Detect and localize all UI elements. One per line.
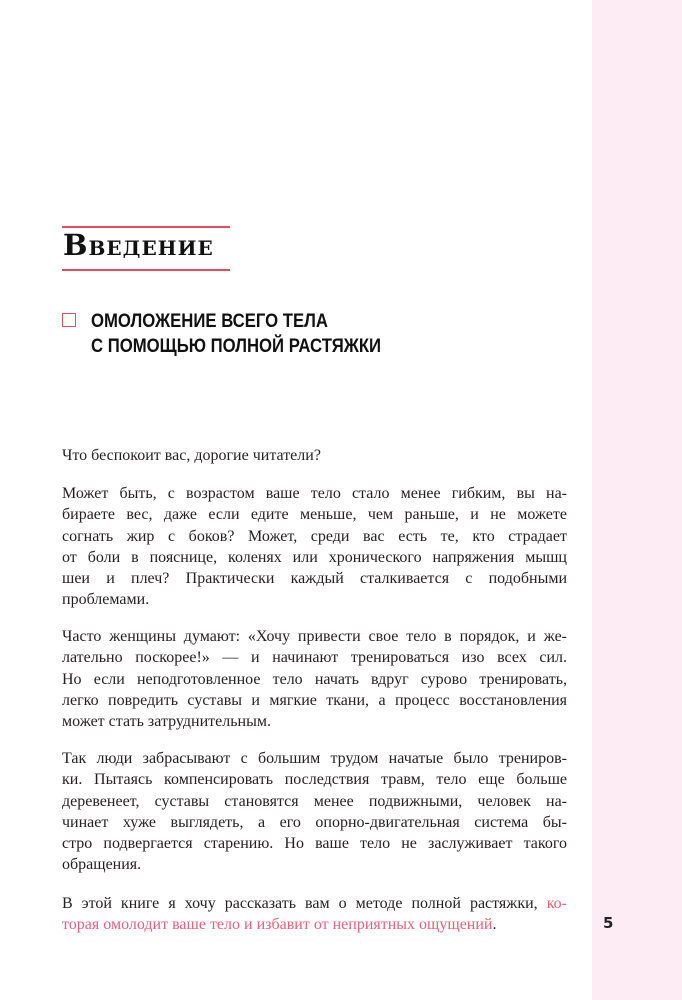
- title-rule-bottom: [62, 269, 230, 271]
- highlighted-text: ко-: [546, 895, 567, 912]
- subtitle-line: ОМОЛОЖЕНИЕ ВСЕГО ТЕЛА: [91, 311, 328, 332]
- text-line: чинает хуже выглядеть, а его опорно-двигательная система бы-: [62, 813, 567, 831]
- paragraph: [62, 748, 567, 876]
- square-bullet-icon: [62, 313, 76, 327]
- text-line: Но если неподготовленное тело начать вдруг сурово тренировать,: [62, 670, 567, 688]
- text-line: .: [492, 916, 497, 934]
- text-line: от боли в пояснице, коленях или хронического напряжения мышц: [62, 548, 567, 566]
- paragraph: [62, 445, 567, 466]
- paragraph: [62, 626, 567, 732]
- page-margin-strip: [592, 0, 682, 1000]
- text-line: Что беспокоит вас, дорогие читатели?: [62, 447, 321, 464]
- text-line: лательно поскорее!» — и начинают тренироваться изо всех сил.: [62, 649, 567, 667]
- page-number: 5: [603, 914, 614, 932]
- highlighted-text: торая омолодит ваше тело и избавит от неприятных ощущений: [62, 916, 493, 934]
- text-line: деревенеет, суставы становятся менее подвижными, человек на-: [62, 792, 567, 810]
- text-line: В этой книге я хочу рассказать вам о методе полной растяжки,: [62, 895, 547, 912]
- subtitle-line: С ПОМОЩЬЮ ПОЛНОЙ РАСТЯЖКИ: [91, 336, 382, 357]
- paragraph-last: [62, 893, 567, 936]
- text-line: проблемами.: [62, 591, 150, 609]
- text-line: стро подвергается старению. Но ваше тело не заслуживает такого: [62, 835, 567, 853]
- text-line: шеи и плеч? Практически каждый сталкивается с подобными: [62, 570, 567, 588]
- text-line: бираете вес, даже если едите меньше, чем раньше, и не можете: [62, 506, 567, 524]
- text-line: Часто женщины думают: «Хочу привести свое тело в порядок, и же-: [62, 628, 567, 645]
- text-line: Может быть, с возрастом ваше тело стало менее гибким, вы на-: [62, 485, 567, 502]
- text-line: обращения.: [62, 856, 142, 874]
- text-line: легко повредить суставы и мягкие ткани, а процесс восстановления: [62, 691, 567, 709]
- paragraph: [62, 483, 567, 611]
- chapter-subtitle: [91, 309, 381, 359]
- text-line: согнать жир с боков? Может, среди вас есть те, кто страдает: [62, 527, 567, 545]
- chapter-title: Введение: [63, 228, 214, 262]
- text-line: ки. Пытаясь компенсировать последствия травм, тело еще больше: [62, 771, 567, 789]
- text-line: может стать затруднительным.: [62, 713, 271, 731]
- text-line: Так люди забрасывают с большим трудом начатые было трениров-: [62, 750, 567, 767]
